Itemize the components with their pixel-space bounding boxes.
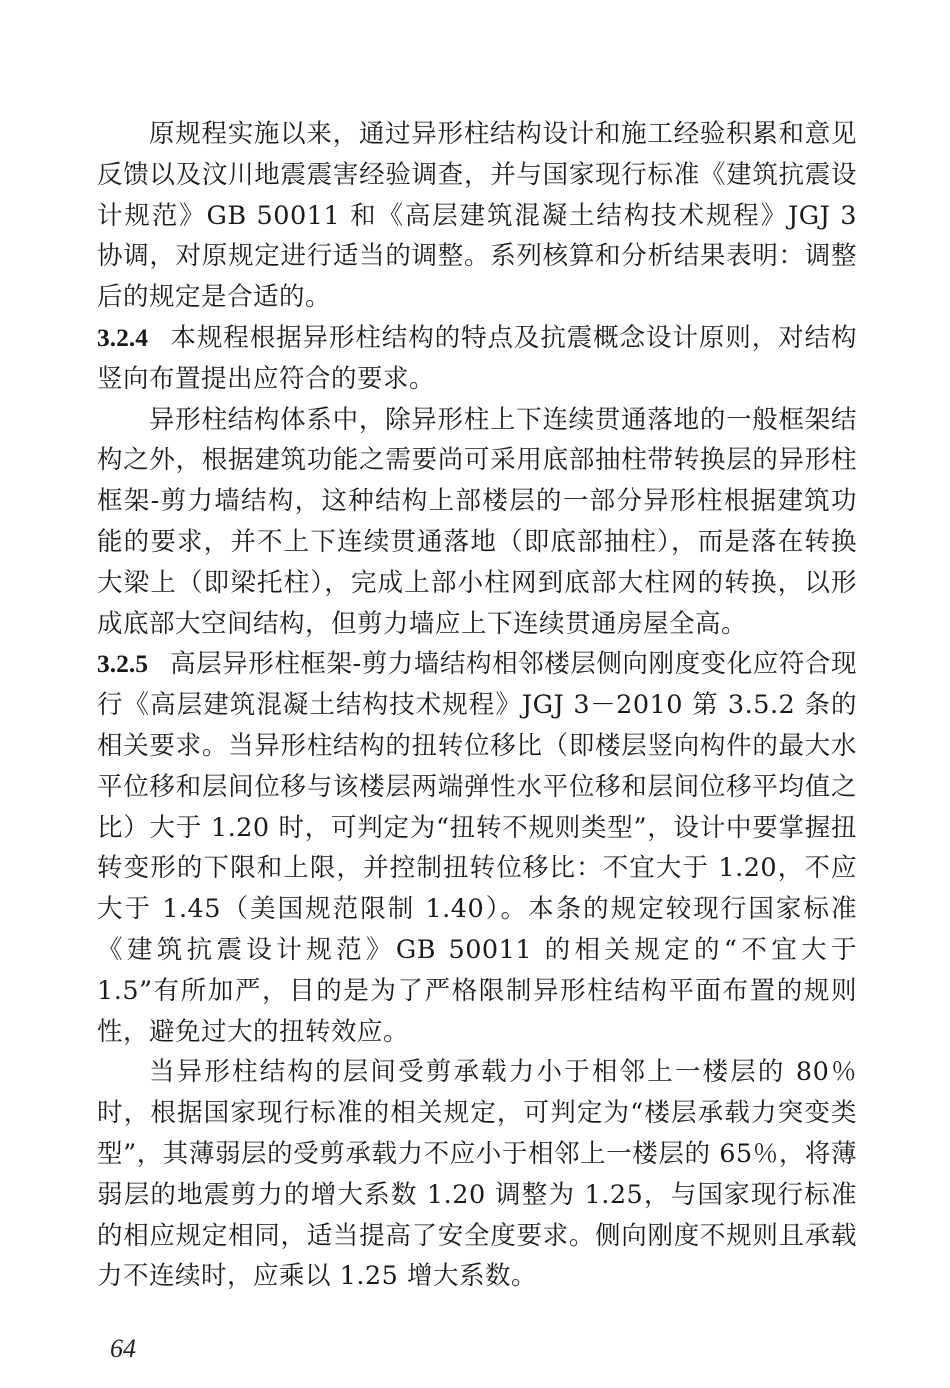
paragraph-1 (97, 114, 857, 318)
paragraph-text: 异形柱结构体系中，除异形柱上下连续贯通落地的一般框架结构之外，根据建筑功能之需要尚可采用底部抽柱带转换层的异形柱框架-剪力墙结构，这种结构上部楼层的一部分异形柱根据建筑功能的要求，并不上下连续贯通落地（即底部抽柱），而是落在转换大梁上（即梁托柱），完成上部小柱网到底部大柱网的转换，以形成底部大空间结构，但剪力墙应上下连续贯通房屋全高。 (97, 404, 857, 639)
paragraph-2-clause-3-2-4 (97, 318, 857, 400)
paragraph-3 (97, 400, 857, 645)
page-number: 64 (110, 1334, 136, 1363)
paragraph-text: 高层异形柱框架-剪力墙结构相邻楼层侧向刚度变化应符合现行《高层建筑混凝土结构技术规程》JGJ 3－2010 第 3.5.2 条的相关要求。当异形柱结构的扭转位移比（即楼层竖向构件的最大水平位移和层间位移与该楼层两端弹性水平位移和层间位移平均值之比）大于 1.20 时，可判定为“扭转不规则类型”，设计中要掌握扭转变形的下限和上限，并控制扭转位移比：不宜大于 1.20，不应大于 1.45（美国规范限制 1.40）。本条的规定较现行国家标准《建筑抗震设计规范》GB 50011 的相关规定的“不宜大于 1.5”有所加严，目的是为了严格限制异形柱结构平面布置的规则性，避免过大的扭转效应。 (97, 649, 857, 1047)
clause-number: 3.2.5 (97, 649, 148, 679)
document-body (97, 114, 857, 1297)
paragraph-5 (97, 1052, 857, 1297)
paragraph-text: 当异形柱结构的层间受剪承载力小于相邻上一楼层的 80％时，根据国家现行标准的相关规定，可判定为“楼层承载力突变类型”，其薄弱层的受剪承载力不应小于相邻上一楼层的 65％，将薄弱层的地震剪力的增大系数 1.20 调整为 1.25，与国家现行标准的相应规定相同，适当提高了安全度要求。侧向刚度不规则且承载力不连续时，应乘以 1.25 增大系数。 (97, 1057, 857, 1292)
clause-number: 3.2.4 (97, 322, 148, 352)
paragraph-4-clause-3-2-5 (97, 644, 857, 1052)
paragraph-text: 本规程根据异形柱结构的特点及抗震概念设计原则，对结构竖向布置提出应符合的要求。 (97, 322, 857, 394)
paragraph-text: 原规程实施以来，通过异形柱结构设计和施工经验积累和意见反馈以及汶川地震震害经验调查，并与国家现行标准《建筑抗震设计规范》GB 50011 和《高层建筑混凝土结构技术规程》JGJ 3 协调，对原规定进行适当的调整。系列核算和分析结果表明：调整后的规定是合适的。 (97, 119, 857, 313)
